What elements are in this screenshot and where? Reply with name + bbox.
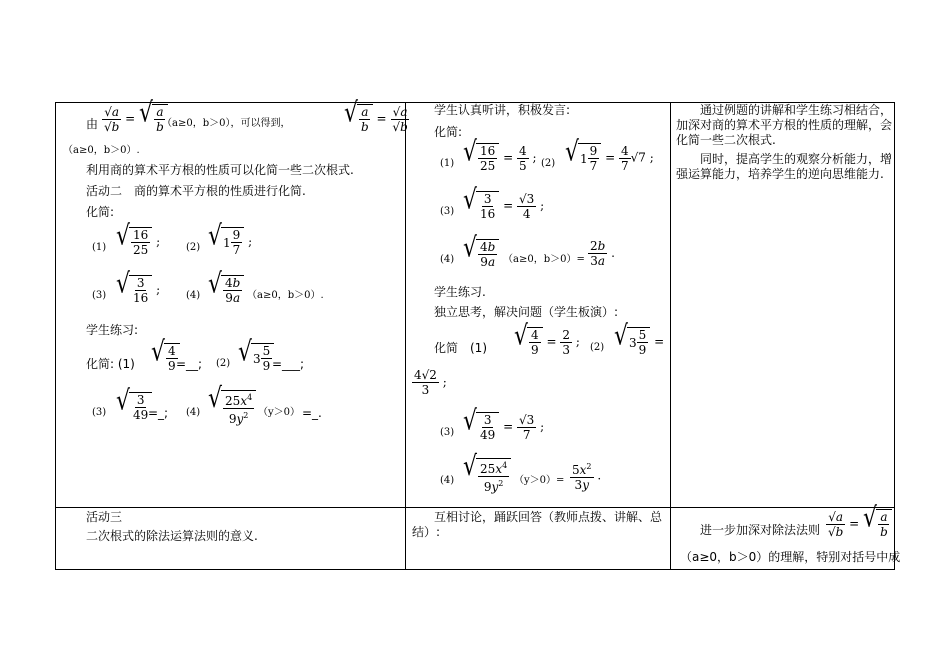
col1-line1-prefix: 由 bbox=[86, 117, 99, 131]
col3-rule-line-1: 进一步加深对除法法则 bbox=[700, 523, 821, 537]
solution-4-condition: （y＞0）= bbox=[514, 475, 565, 486]
practice-4-condition: （y＞0） bbox=[258, 407, 301, 418]
answer-2-expression: √ 1 $\frac{9}{7}$ = $\frac{4}{7}$ √7 ; bbox=[565, 136, 654, 173]
col3-ability-line-1: 同时，提高学生的观察分析能力，增 bbox=[700, 152, 893, 166]
formula-quotient-rule: $\frac{√a}{√b}$ = √ $\frac{a}{b}$ bbox=[102, 104, 168, 134]
column-divider-1 bbox=[405, 103, 406, 569]
col1-practice-simplify: 化简: (1) bbox=[86, 357, 135, 371]
solution-3-expression: √ $\frac{3}{49}$ = $\frac{√3}{7}$ ; bbox=[463, 405, 545, 442]
answer-4-result: $\frac{2b}{3a}$ . bbox=[590, 239, 615, 268]
solution-1-expression: √ $\frac{4}{9}$ = $\frac{2}{3}$ ; bbox=[514, 320, 580, 357]
col2-listen-line: 学生认真听讲，积极发言: bbox=[434, 103, 571, 117]
practice-2-label: (2) bbox=[216, 358, 231, 369]
practice-4-label: (4) bbox=[186, 407, 201, 418]
activity-two-heading: 活动二 商的算术平方根的性质进行化简. bbox=[86, 184, 306, 198]
answer-1-label: (1) bbox=[440, 158, 455, 169]
activity-three-meaning: 二次根式的除法运算法则的意义. bbox=[86, 529, 258, 543]
solution-4-result: $\frac{5x^2}{3y}$ . bbox=[572, 462, 602, 492]
solution-4-label: (4) bbox=[440, 475, 455, 486]
col2-think-line: 独立思考，解决问题（学生板演）: bbox=[434, 305, 619, 319]
division-rule-formula: $\frac{√a}{√b}$ = √ $\frac{a}{b}$ bbox=[826, 509, 892, 539]
practice-1-blank: =__; bbox=[176, 357, 203, 371]
col3-purpose-line-1: 通过例题的讲解和学生练习相结合， bbox=[700, 103, 893, 117]
col2-practice-label: 学生练习. bbox=[434, 285, 486, 299]
col1-condition-a: （a≥0，b＞0），可以得到， bbox=[162, 118, 291, 129]
practice-1-expression: √ $\frac{4}{9}$ bbox=[151, 343, 180, 373]
col2-discuss-line-2: 结）: bbox=[412, 525, 441, 539]
practice-3-label: (3) bbox=[92, 407, 107, 418]
col3-purpose-line-2: 加深对商的算术平方根的性质的理解，会 bbox=[676, 118, 893, 132]
col1-condition-b: （a≥0，b＞0）. bbox=[63, 145, 140, 156]
col1-property-note: 利用商的算术平方根的性质可以化简一些二次根式. bbox=[86, 163, 354, 177]
col1-simplify-label: 化简: bbox=[86, 205, 115, 219]
practice-2-blank: =___; bbox=[272, 357, 305, 371]
item-3-label: (3) bbox=[92, 290, 107, 301]
practice-4-expression: √ $\frac{25x^4}{9y^2}$ bbox=[208, 390, 256, 426]
solution-2-expression: √ 3 $\frac{5}{9}$ = bbox=[614, 320, 665, 357]
formula-quotient-rule-reverse: √ $\frac{a}{b}$ = $\frac{√a}{√b}$ bbox=[344, 97, 408, 134]
item-4-expression: √ $\frac{4b}{9a}$ bbox=[208, 275, 244, 305]
practice-2-expression: √ 3 $\frac{5}{9}$ bbox=[238, 343, 274, 373]
answer-3-expression: √ $\frac{3}{16}$ = $\frac{√3}{4}$ ; bbox=[463, 184, 545, 221]
item-3-expression: √ $\frac{3}{16}$ ; bbox=[116, 268, 161, 305]
activity-three-heading: 活动三 bbox=[86, 510, 123, 524]
item-2-label: (2) bbox=[186, 242, 201, 253]
col3-rule-line-2: （a≥0，b＞0）的理解，特别对括号中成 bbox=[680, 550, 901, 564]
answer-1-expression: √ $\frac{16}{25}$ = $\frac{4}{5}$ ; bbox=[463, 136, 537, 173]
col3-purpose-line-3: 化简一些二次根式. bbox=[676, 133, 776, 147]
col2-discuss-line-1: 互相讨论，踊跃回答（教师点拨、讲解、总 bbox=[434, 510, 663, 524]
item-4-condition: （a≥0，b＞0）. bbox=[247, 290, 324, 301]
solution-4-expression: √ $\frac{25x^4}{9y^2}$ bbox=[463, 458, 511, 494]
solution-3-label: (3) bbox=[440, 427, 455, 438]
item-1-expression: √ $\frac{16}{25}$ ; bbox=[116, 220, 161, 257]
item-1-label: (1) bbox=[92, 242, 107, 253]
practice-3-expression: √ $\frac{3}{49}$ bbox=[116, 392, 152, 422]
col3-ability-line-2: 强运算能力，培养学生的逆向思维能力. bbox=[676, 167, 884, 181]
solution-2-label: (2) bbox=[590, 342, 605, 353]
answer-2-label: (2) bbox=[541, 158, 556, 169]
answer-4-label: (4) bbox=[440, 254, 455, 265]
col1-practice-label: 学生练习: bbox=[86, 323, 139, 337]
answer-4-expression: √ $\frac{4b}{9a}$ bbox=[463, 239, 499, 269]
solution-2-result: $\frac{4√2}{3}$ ; bbox=[414, 368, 447, 397]
practice-4-blank: =_. bbox=[302, 406, 322, 420]
answer-3-label: (3) bbox=[440, 206, 455, 217]
col2-practice-simplify: 化简 (1) bbox=[434, 341, 487, 355]
practice-3-blank: =_; bbox=[148, 406, 169, 420]
column-divider-2 bbox=[670, 103, 671, 569]
row-divider bbox=[56, 507, 894, 508]
answer-4-condition: （a≥0，b＞0）= bbox=[503, 254, 585, 265]
item-2-expression: √ 1 $\frac{9}{7}$ ; bbox=[208, 220, 253, 257]
item-4-label: (4) bbox=[186, 290, 201, 301]
col2-simplify-label: 化简: bbox=[434, 125, 463, 139]
